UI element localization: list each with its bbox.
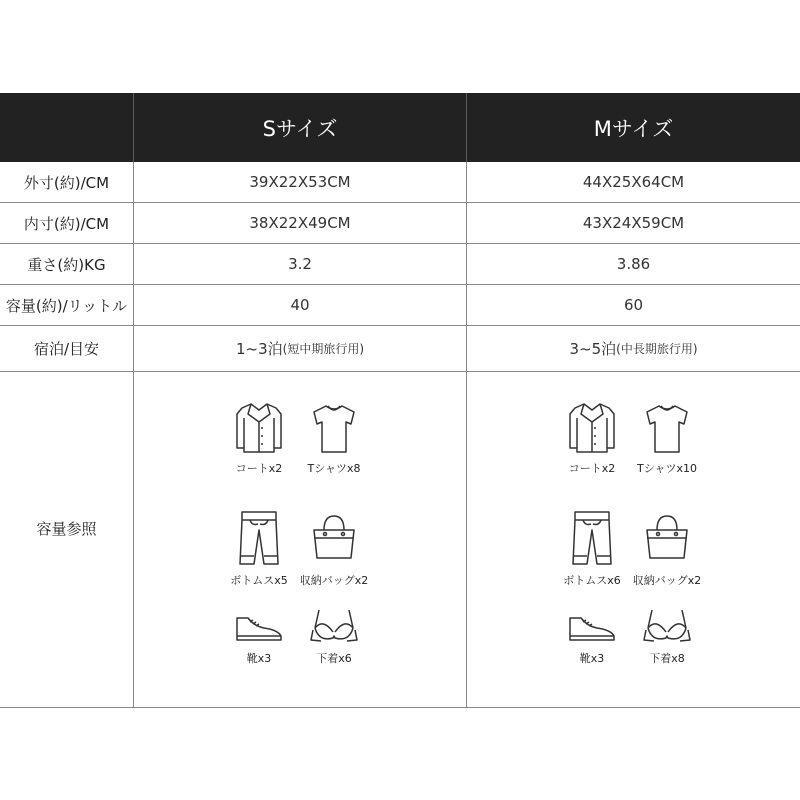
- m-shoes-label: 靴x3: [579, 652, 605, 665]
- table-row-capacity: [0, 372, 800, 708]
- pants-icon: [567, 508, 617, 568]
- s-item-tshirt: [294, 400, 374, 476]
- s-item-bag: [294, 508, 374, 588]
- s-value: 40: [133, 285, 466, 325]
- coat-icon: [567, 400, 617, 456]
- s-capacity: [133, 372, 466, 708]
- header-s-size: Sサイズ: [133, 93, 466, 162]
- size-spec-table: [0, 93, 800, 708]
- s-value: 3.2: [133, 244, 466, 284]
- bra-icon: [309, 608, 359, 646]
- header-corner: [0, 93, 133, 162]
- table-row: [0, 244, 800, 285]
- s-bottoms-label: ボトムスx5: [230, 574, 288, 587]
- header-m-size: Mサイズ: [466, 93, 800, 162]
- m-tshirt-label: Tシャツx10: [636, 462, 697, 475]
- handbag-icon: [309, 508, 359, 568]
- m-coat-label: コートx2: [568, 462, 616, 475]
- m-item-underwear: [627, 608, 707, 666]
- s-tshirt-label: Tシャツx8: [307, 462, 361, 475]
- s-value: 39X22X53CM: [133, 162, 466, 202]
- s-stay-nights: 1~3泊: [235, 340, 283, 358]
- m-item-shoes: [552, 612, 632, 666]
- m-value: 3.86: [466, 244, 800, 284]
- s-coat-label: コートx2: [235, 462, 283, 475]
- s-shoes-label: 靴x3: [246, 652, 272, 665]
- s-item-bottoms: [219, 508, 299, 588]
- row-label: 重さ(約)KG: [27, 255, 106, 274]
- m-value: 43X24X59CM: [466, 203, 800, 243]
- table-row-stay: [0, 326, 800, 372]
- pants-icon: [234, 508, 284, 568]
- m-stay-nights: 3~5泊: [569, 340, 617, 358]
- s-item-coat: [219, 400, 299, 476]
- table-row: [0, 285, 800, 326]
- row-label: 外寸(約)/CM: [23, 173, 110, 192]
- coat-icon: [234, 400, 284, 456]
- sneaker-icon: [567, 612, 617, 646]
- s-underwear-label: 下着x6: [316, 652, 352, 665]
- m-value: 60: [466, 285, 800, 325]
- m-capacity: [466, 372, 800, 708]
- s-value: 38X22X49CM: [133, 203, 466, 243]
- m-bottoms-label: ボトムスx6: [563, 574, 621, 587]
- m-item-bag: [627, 508, 707, 588]
- table-header-row: [0, 93, 800, 162]
- s-item-shoes: [219, 612, 299, 666]
- sneaker-icon: [234, 612, 284, 646]
- table-row: [0, 203, 800, 244]
- m-item-bottoms: [552, 508, 632, 588]
- m-stay: [466, 326, 800, 371]
- m-stay-note: (中長期旅行用): [616, 342, 698, 356]
- bra-icon: [642, 608, 692, 646]
- table-row: [0, 162, 800, 203]
- row-label: 内寸(約)/CM: [23, 214, 110, 233]
- tshirt-icon: [309, 400, 359, 456]
- m-item-coat: [552, 400, 632, 476]
- m-bag-label: 収納バッグx2: [632, 574, 702, 587]
- m-item-tshirt: [627, 400, 707, 476]
- row-label: 容量参照: [36, 520, 97, 538]
- s-stay-note: (短中期旅行用): [282, 342, 365, 356]
- s-item-underwear: [294, 608, 374, 666]
- s-stay: [133, 326, 466, 371]
- row-label: 宿泊/目安: [33, 340, 100, 358]
- row-label: 容量(約)/リットル: [5, 296, 128, 315]
- m-underwear-label: 下着x8: [649, 652, 685, 665]
- tshirt-icon: [642, 400, 692, 456]
- handbag-icon: [642, 508, 692, 568]
- s-bag-label: 収納バッグx2: [299, 574, 369, 587]
- m-value: 44X25X64CM: [466, 162, 800, 202]
